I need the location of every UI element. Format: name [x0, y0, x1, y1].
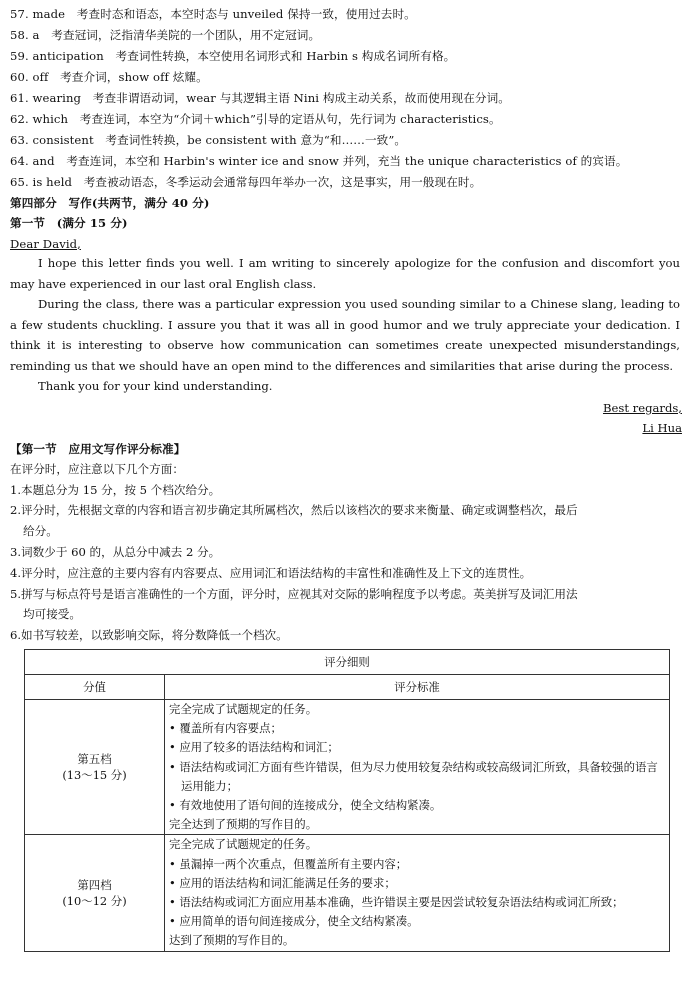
- criteria-bullet: • 语法结构或词汇方面有些许错误，但为尽力使用较复杂结构或较高级词汇所致，具备较强的语言运用能力；: [169, 759, 658, 793]
- answer-65: 65. is held 考查被动语态，冬季运动会通常每四年举办一次，这是事实，用一般现在时。: [10, 175, 482, 189]
- letter-paragraph-3: Thank you for your kind understanding.: [38, 379, 273, 393]
- part4-heading: 第四部分 写作(共两节，满分 40 分): [10, 196, 210, 210]
- section1-heading: 第一节 (满分 15 分): [10, 216, 128, 230]
- criteria-tail: 完全达到了预期的写作目的。: [169, 817, 318, 832]
- criteria-title: 【第一节 应用文写作评分标准】: [10, 442, 186, 456]
- letter-signature: Li Hua: [642, 421, 682, 435]
- answer-64: 64. and 考查连词，本空和 Harbin's winter ice and snow 并列，充当 the unique characteristics of 的宾语。: [10, 154, 628, 168]
- letter-paragraph-1: I hope this letter finds you well. I am writing to sincerely apologize for the confusion and discomfort you may have experienced in our last oral English class.: [10, 256, 680, 291]
- letter-closing: Best regards,: [602, 401, 682, 415]
- criteria-bullet: • 应用简单的语句间连接成分，使全文结构紧凑。: [169, 914, 419, 929]
- criteria-head: 完全完成了试题规定的任务。: [169, 837, 318, 852]
- criteria-item-5-cont: 均可接受。: [23, 607, 81, 621]
- answer-58: 58. a 考查冠词，泛指清华美院的一个团队，用不定冠词。: [10, 28, 321, 42]
- criteria-cell: [165, 700, 670, 835]
- letter-paragraph-2: During the class, there was a particular expression you used sounding similar to a Chinese slang, leading to a few students chuckling. I assure you that it was all in good humor and we truly appreciate your dedication. I think it is interesting to observe how communication can sometimes create unexpected misunderstandings, reminding us that we should have an open mind to the differences and similarities that arise during the process.: [10, 297, 680, 373]
- grade-label: 第四档: [77, 878, 112, 893]
- criteria-item-5: 5.拼写与标点符号是语言准确性的一个方面，评分时，应视其对交际的影响程度予以考虑。英美拼写及词汇用法: [10, 587, 578, 601]
- criteria-bullet: • 覆盖所有内容要点；: [169, 721, 282, 736]
- criteria-bullet: • 应用的语法结构和词汇能满足任务的要求；: [169, 875, 396, 890]
- table-header-score: 分值: [25, 675, 165, 700]
- answer-62: 62. which 考查连词，本空为“介词＋which”引导的定语从句，先行词为 characteristics。: [10, 112, 501, 126]
- criteria-head: 完全完成了试题规定的任务。: [169, 702, 318, 716]
- table-header-criteria: 评分标准: [165, 675, 670, 700]
- letter-salutation: Dear David,: [10, 237, 81, 251]
- criteria-item-6: 6.如书写较差，以致影响交际，将分数降低一个档次。: [10, 628, 288, 642]
- table-row: [25, 835, 670, 951]
- answer-60: 60. off 考查介词，show off 炫耀。: [10, 70, 208, 84]
- criteria-item-3: 3.词数少于 60 的，从总分中减去 2 分。: [10, 545, 221, 559]
- grade-cell: [25, 835, 165, 951]
- criteria-intro: 在评分时，应注意以下几个方面：: [10, 462, 184, 476]
- criteria-item-2: 2.评分时，先根据文章的内容和语言初步确定其所属档次，然后以该档次的要求来衡量、确定或调整档次，最后: [10, 503, 578, 517]
- answer-61: 61. wearing 考查非谓语动词，wear 与其逻辑主语 Nini 构成主动关系，故而使用现在分词。: [10, 91, 510, 105]
- criteria-item-1: 1.本题总分为 15 分，按 5 个档次给分。: [10, 483, 221, 497]
- criteria-bullet: • 语法结构或词汇方面应用基本准确，些许错误主要是因尝试较复杂语法结构或词汇所致；: [169, 895, 624, 910]
- grade-range: (10～12 分): [62, 894, 127, 909]
- criteria-bullet: • 有效地使用了语句间的连接成分，使全文结构紧凑。: [169, 798, 442, 813]
- criteria-bullet: • 应用了较多的语法结构和词汇；: [169, 740, 339, 755]
- answer-59: 59. anticipation 考查词性转换，本空使用名词形式和 Harbin s 构成名词所有格。: [10, 49, 456, 63]
- grade-cell: [25, 700, 165, 835]
- table-title: 评分细则: [25, 650, 670, 675]
- grade-range: (13～15 分): [62, 768, 127, 783]
- criteria-bullet: • 虽漏掉一两个次重点，但覆盖所有主要内容；: [169, 856, 408, 871]
- answer-57: 57. made 考查时态和语态，本空时态与 unveiled 保持一致，使用过去时。: [10, 7, 416, 21]
- criteria-item-2-cont: 给分。: [23, 524, 58, 538]
- criteria-item-4: 4.评分时，应注意的主要内容有内容要点、应用词汇和语法结构的丰富性和准确性及上下文的连贯性。: [10, 566, 532, 580]
- grade-label: 第五档: [77, 752, 112, 767]
- criteria-cell: [165, 835, 670, 951]
- scoring-table: [24, 649, 670, 952]
- answer-63: 63. consistent 考查词性转换，be consistent with 意为“和……一致”。: [10, 133, 407, 147]
- criteria-tail: 达到了预期的写作目的。: [169, 933, 295, 948]
- table-row: [25, 700, 670, 835]
